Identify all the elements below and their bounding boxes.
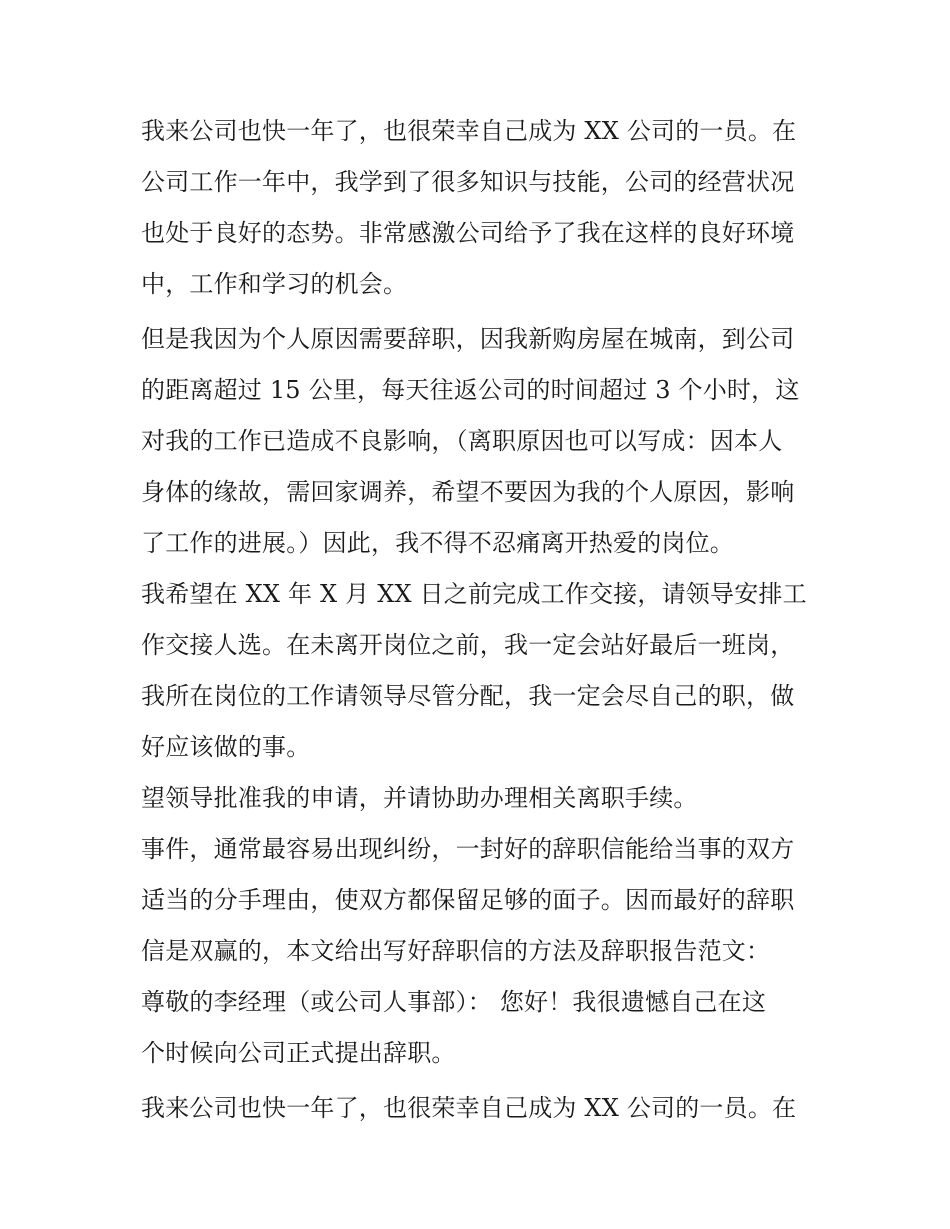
text-line: 也处于良好的态势。非常感激公司给予了我在这样的良好环境 — [141, 219, 795, 247]
text-line: 了工作的进展。）因此，我不得不忍痛离开热爱的岗位。 — [141, 529, 734, 557]
resignation-letter-body — [141, 106, 821, 1134]
text-line: 望领导批准我的申请，并请协助办理相关离职手续。 — [141, 784, 698, 812]
text-line: 但是我因为个人原因需要辞职，因我新购房屋在城南，到公司 — [141, 325, 795, 353]
text-line: 中，工作和学习的机会。 — [141, 270, 408, 298]
text-line: 身体的缘故，需回家调养，希望不要因为我的个人原因，影响 — [141, 478, 795, 506]
text-line: 个时候向公司正式提出辞职。 — [141, 1039, 456, 1067]
text-line: 我来公司也快一年了，也很荣幸自己成为 XX 公司的一员。在 — [141, 117, 797, 145]
text-line: 适当的分手理由，使双方都保留足够的面子。因而最好的辞职 — [141, 886, 795, 914]
text-line: 我希望在 XX 年 X 月 XX 日之前完成工作交接，请领导安排工 — [141, 580, 807, 608]
text-line: 作交接人选。在未离开岗位之前，我一定会站好最后一班岗， — [141, 631, 795, 659]
text-line: 事件，通常最容易出现纠纷，一封好的辞职信能给当事的双方 — [141, 835, 795, 863]
text-line: 公司工作一年中，我学到了很多知识与技能，公司的经营状况 — [141, 168, 795, 196]
text-line: 好应该做的事。 — [141, 733, 311, 761]
text-line: 我来公司也快一年了，也很荣幸自己成为 XX 公司的一员。在 — [141, 1094, 797, 1122]
text-line: 尊敬的李经理（或公司人事部）： 您好！我很遗憾自己在这 — [141, 988, 767, 1016]
text-line: 我所在岗位的工作请领导尽管分配，我一定会尽自己的职，做 — [141, 682, 795, 710]
text-line: 对我的工作已造成不良影响，（离职原因也可以写成：因本人 — [141, 427, 783, 455]
text-line: 的距离超过 15 公里，每天往返公司的时间超过 3 个小时，这 — [141, 376, 800, 404]
text-line: 信是双赢的，本文给出写好辞职信的方法及辞职报告范文： — [141, 937, 771, 965]
